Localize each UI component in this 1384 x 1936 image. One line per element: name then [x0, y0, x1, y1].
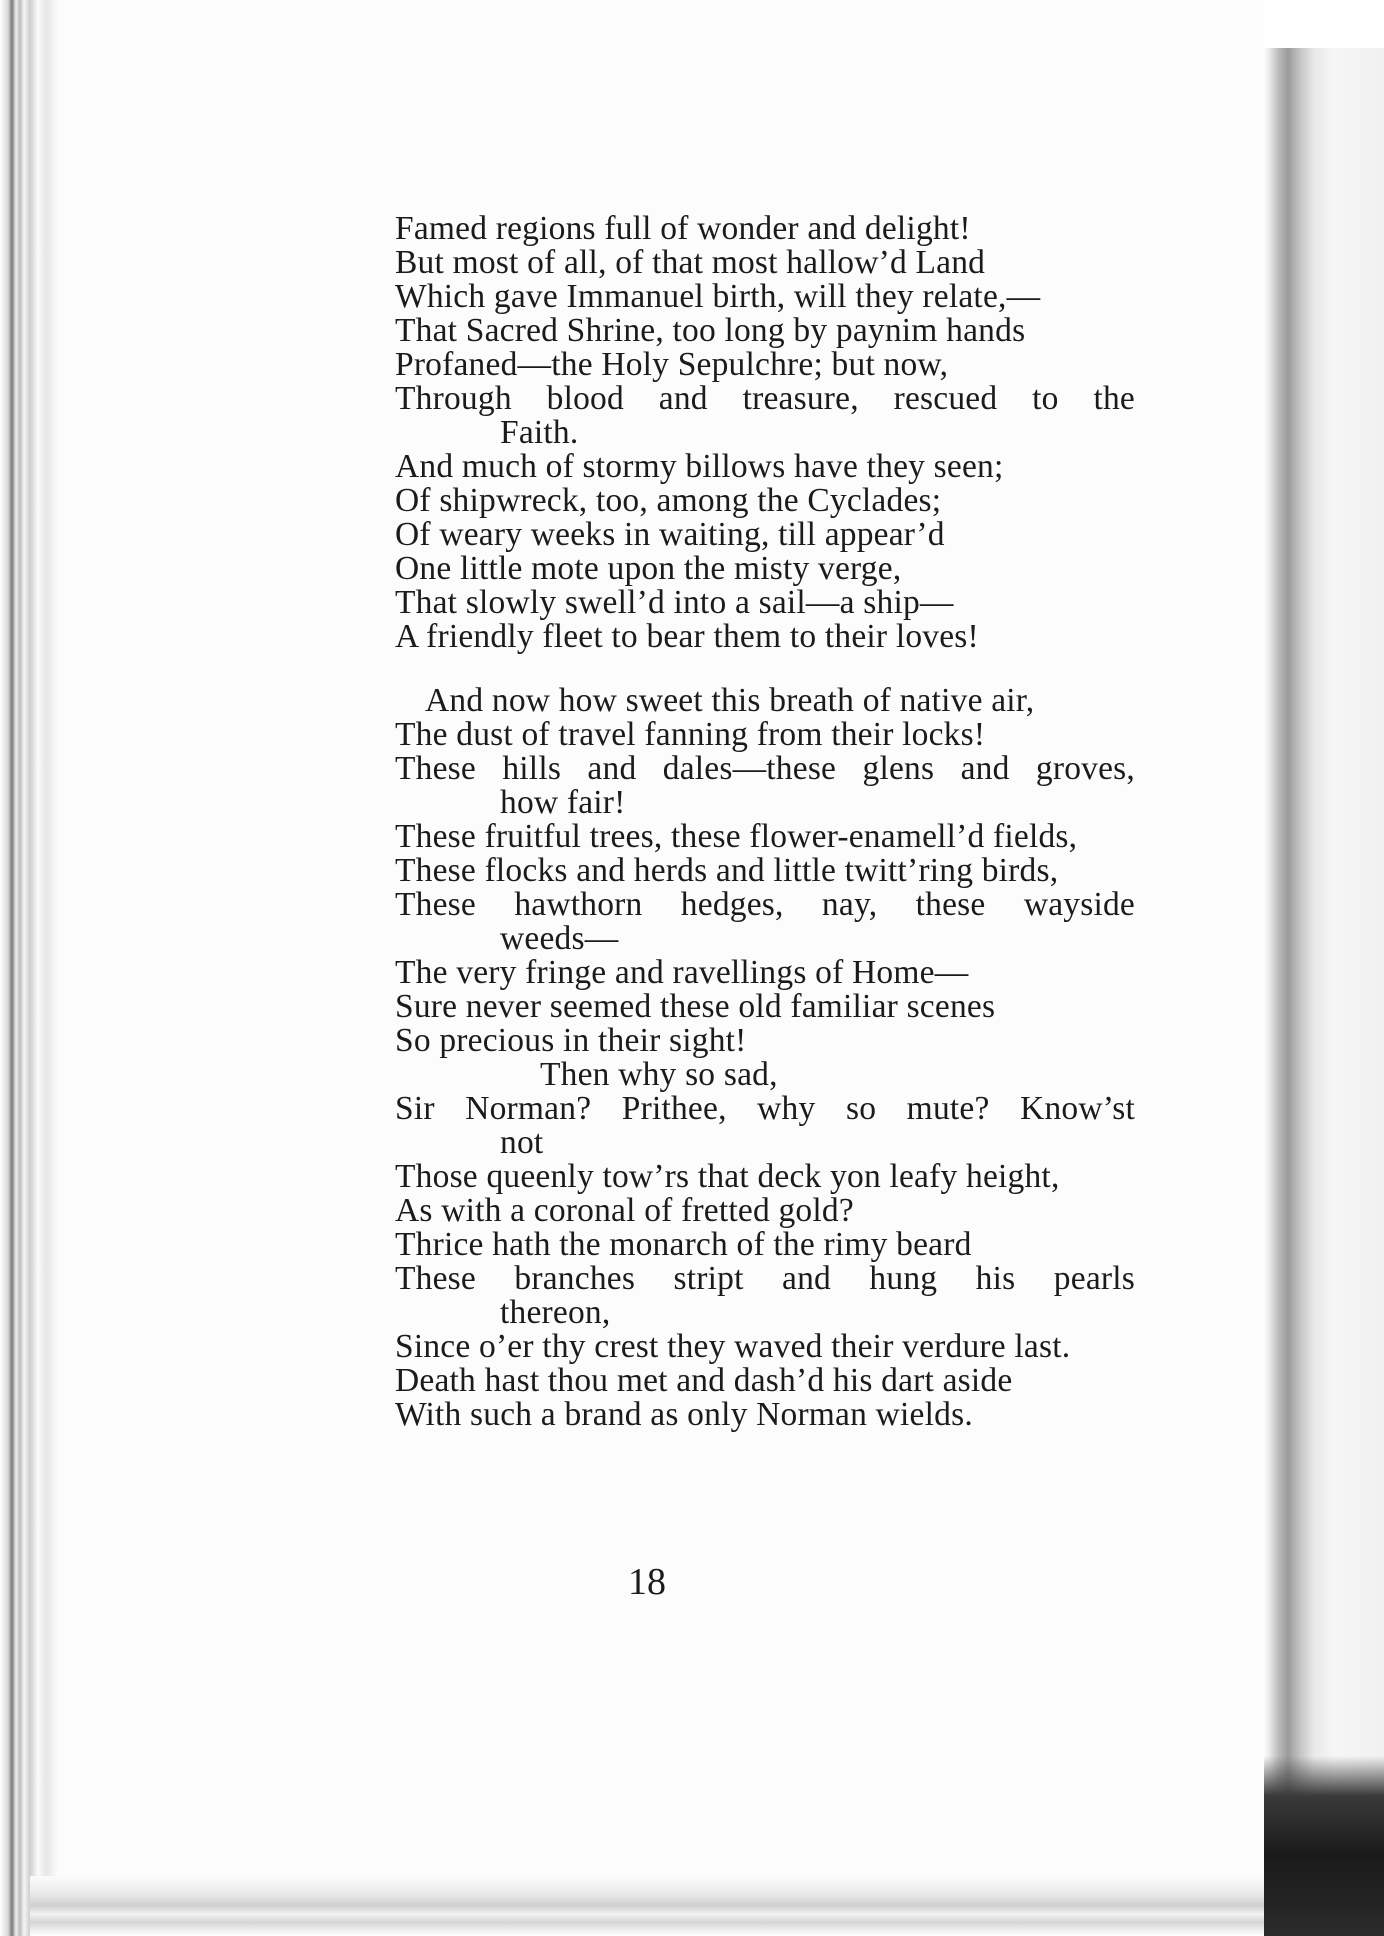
poem-line: A friendly fleet to bear them to their loves!	[395, 618, 979, 655]
poem-line: Sir Norman? Prithee, why so mute? Know’st	[395, 1090, 1135, 1127]
poem-line: Profaned—the Holy Sepulchre; but now,	[395, 346, 949, 383]
poem-line: That Sacred Shrine, too long by paynim hands	[395, 312, 1026, 349]
poem-line-continuation: not	[500, 1124, 544, 1161]
page-number: 18	[628, 1561, 666, 1603]
stanza-break	[395, 654, 1155, 684]
poem-line: These fruitful trees, these flower-enamell’d fields,	[395, 818, 1078, 855]
poem-line: Sure never seemed these old familiar scenes	[395, 988, 996, 1025]
poem-line: And now how sweet this breath of native air,	[425, 682, 1035, 719]
page-edge-left	[0, 0, 58, 1936]
poem-line: Through blood and treasure, rescued to the	[395, 380, 1135, 417]
poem-line: One little mote upon the misty verge,	[395, 550, 902, 587]
poem-line-continuation: Faith.	[500, 414, 579, 451]
poem-line: Since o’er thy crest they waved their verdure last.	[395, 1328, 1071, 1365]
poem-line: These branches stript and hung his pearls	[395, 1260, 1135, 1297]
poem-line: Thrice hath the monarch of the rimy beard	[395, 1226, 972, 1263]
poem-line: That slowly swell’d into a sail—a ship—	[395, 584, 954, 621]
binding-gutter	[1264, 0, 1384, 1936]
poem-line: Then why so sad,	[540, 1056, 778, 1093]
poem-line: The dust of travel fanning from their locks!	[395, 716, 986, 753]
poem-line-continuation: how fair!	[500, 784, 626, 821]
corner-margin	[1264, 0, 1384, 48]
poem-line: But most of all, of that most hallow’d Land	[395, 244, 986, 281]
poem-line: These flocks and herds and little twitt’ring birds,	[395, 852, 1059, 889]
poem-line: Those queenly tow’rs that deck yon leafy height,	[395, 1158, 1060, 1195]
poem-line-continuation: thereon,	[500, 1294, 611, 1331]
poem-line: And much of stormy billows have they seen;	[395, 448, 1004, 485]
poem-line: Of shipwreck, too, among the Cyclades;	[395, 482, 942, 519]
poem-line: Which gave Immanuel birth, will they relate,—	[395, 278, 1041, 315]
poem-line: These hawthorn hedges, nay, these wayside	[395, 886, 1135, 923]
poem-line: The very fringe and ravellings of Home—	[395, 954, 969, 991]
poem-text	[395, 212, 1155, 1432]
poem-line: So precious in their sight!	[395, 1022, 747, 1059]
poem-line-continuation: weeds—	[500, 920, 619, 957]
poem-line: These hills and dales—these glens and groves,	[395, 750, 1135, 787]
poem-line: As with a coronal of fretted gold?	[395, 1192, 854, 1229]
page-edge-bottom	[30, 1876, 1270, 1936]
binding-shadow	[1264, 1756, 1384, 1936]
poem-line: Death hast thou met and dash’d his dart aside	[395, 1362, 1013, 1399]
poem-line: With such a brand as only Norman wields.	[395, 1396, 973, 1433]
poem-line: Famed regions full of wonder and delight!	[395, 210, 971, 247]
poem-line: Of weary weeks in waiting, till appear’d	[395, 516, 945, 553]
